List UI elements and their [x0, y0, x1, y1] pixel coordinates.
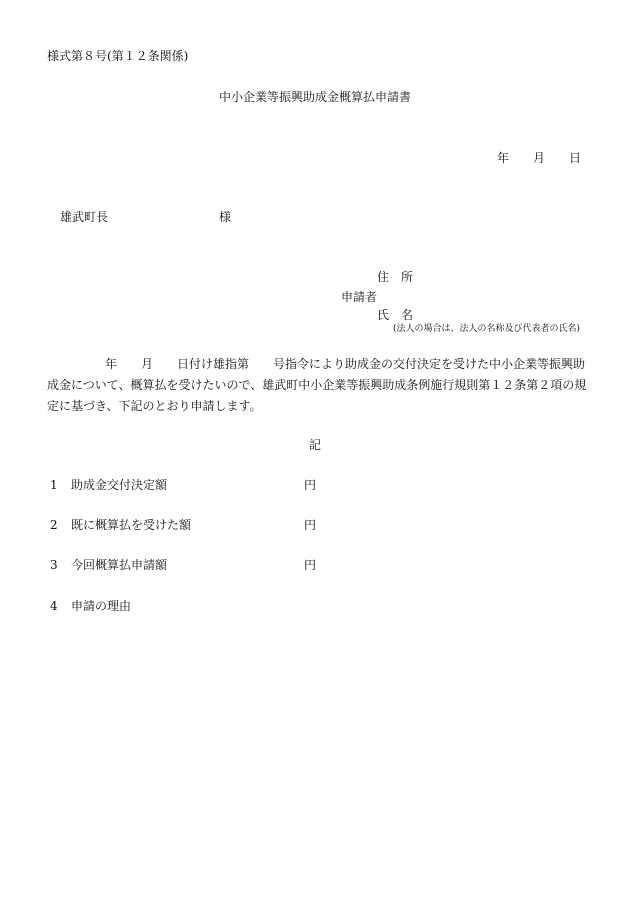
item-label: 既に概算払を受けた額 — [71, 518, 192, 532]
date-line: 年 月 日 — [497, 151, 582, 165]
item-number: 1 — [50, 478, 58, 492]
form-number: 様式第８号(第１２条関係) — [47, 49, 189, 63]
item-number: 2 — [50, 518, 58, 532]
addressee-honorific: 様 — [219, 210, 232, 224]
ki-heading: 記 — [309, 438, 322, 452]
item-label: 助成金交付決定額 — [71, 478, 168, 492]
item-unit: 円 — [304, 478, 317, 492]
name-label: 氏 名 — [377, 308, 414, 322]
item-label: 今回概算払申請額 — [71, 558, 168, 572]
document-title: 中小企業等振興助成金概算払申請書 — [218, 90, 411, 104]
address-label: 住 所 — [377, 270, 414, 284]
item-unit: 円 — [304, 518, 317, 532]
applicant-label: 申請者 — [341, 290, 378, 304]
item-label: 申請の理由 — [71, 599, 132, 613]
name-note: (法人の場合は、法人の名称及び代表者の氏名) — [393, 324, 581, 334]
addressee: 雄武町長 — [60, 210, 109, 224]
item-unit: 円 — [304, 558, 317, 572]
body-text: 年 月 日付け雄指第 号指令により助成金の交付決定を受けた中小企業等振興助成金について、概算払を受けたいので、雄武町中小企業等振興助成条例施行規則第１２条第２項の規定に基づき、下記のとおり申請します。 — [47, 357, 587, 413]
item-number: 3 — [50, 558, 58, 572]
item-number: 4 — [50, 599, 58, 613]
